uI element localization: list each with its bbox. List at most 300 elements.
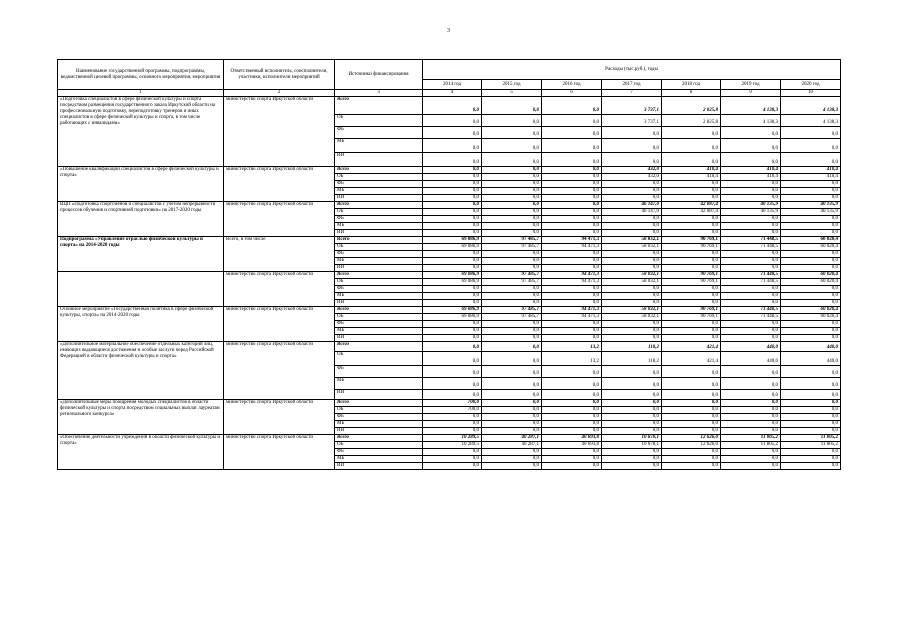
amount-cell: 71 448,5 [721,244,781,251]
activity-name: ВЦП «Подготовка спортсменов и специалистов с учетом непрерывности процессов обучения и спортивной подготовки» на 2017-2020 годы [58,202,224,237]
amount-cell: 97 485,7 [482,279,542,286]
amount-cell: 0,0 [781,335,841,342]
amount-cell: 0,0 [542,400,602,407]
amount-cell: 0,0 [662,300,721,307]
amount-cell: 71 448,5 [721,279,781,286]
amount-cell: 0,0 [423,97,482,115]
amount-cell: 0,0 [602,321,662,328]
amount-cell: 60 020,4 [781,307,841,314]
amount-cell: 0,0 [662,139,721,153]
amount-cell: 0,0 [781,286,841,293]
amount-cell: 58 032,1 [602,307,662,314]
amount-cell: 0,0 [482,97,542,115]
amount-cell: 421,4 [662,352,721,366]
amount-cell: 0,0 [602,188,662,195]
amount-cell: 0,0 [542,449,602,456]
amount-cell: 0,0 [482,421,542,428]
amount-cell: 0,0 [423,188,482,195]
amount-cell: 0,0 [602,195,662,202]
amount-cell: 0,0 [482,216,542,223]
executor: министерство спорта Иркутской области [224,342,335,400]
amount-cell: 69 086,9 [423,244,482,251]
amount-cell: 13,2 [542,342,602,352]
amount-cell: 0,0 [721,181,781,188]
amount-cell: 0,0 [781,216,841,223]
amount-cell: 0,0 [423,456,482,463]
amount-cell: 0,0 [721,265,781,272]
amount-cell: 0,0 [423,174,482,181]
table-row [58,272,841,279]
header-col-number: 3 [335,90,423,97]
amount-cell: 60 020,4 [781,237,841,244]
amount-cell: 3 737,1 [602,115,662,127]
amount-cell: 0,0 [542,335,602,342]
amount-cell: 10 289,5 [423,442,482,449]
amount-cell: 0,0 [721,366,781,378]
amount-cell: 0,0 [662,230,721,237]
amount-cell: 11 805,2 [781,435,841,442]
funding-source: Всего [335,342,423,352]
activity-name: «Подготовка специалистов в сфере физической культуры и спорта посредством размещения государственного заказа Иркутской области на профессиональную подготовку, переподготовку тренеров и иных специалистов в сфере физической культуры и спорта, в том числе работающих с инвалидами» [58,97,224,167]
amount-cell: 0,0 [482,400,542,407]
amount-cell: 0,0 [602,407,662,414]
amount-cell: 0,0 [721,456,781,463]
amount-cell: 60 020,4 [781,244,841,251]
amount-cell: 3 737,1 [602,97,662,115]
amount-cell: 0,0 [542,127,602,139]
amount-cell: 0,0 [662,366,721,378]
amount-cell: 0,0 [721,378,781,390]
amount-cell: 0,0 [721,390,781,400]
activity-name: Основное мероприятие «Государственная политика в сфере физической культуры, спорта» на 2014-2020 годы [58,307,224,342]
amount-cell: 0,0 [781,449,841,456]
amount-cell: 0,0 [781,139,841,153]
amount-cell: 0,0 [482,167,542,174]
header-sources: Источники финансирования [335,60,423,90]
funding-source: ОБ [335,352,423,366]
amount-cell: 0,0 [423,286,482,293]
amount-cell: 0,0 [662,449,721,456]
amount-cell: 0,0 [542,216,602,223]
amount-cell: 0,0 [423,352,482,366]
amount-cell: 0,0 [662,251,721,258]
amount-cell: 0,0 [602,428,662,435]
amount-cell: 0,0 [542,258,602,265]
amount-cell: 0,0 [542,209,602,216]
amount-cell: 700,0 [423,400,482,407]
amount-cell: 0,0 [482,209,542,216]
amount-cell: 0,0 [542,463,602,470]
header-col-number: 4 [423,90,482,97]
amount-cell: 0,0 [721,223,781,230]
amount-cell: 0,0 [423,300,482,307]
executor: министерство спорта Иркутской области [224,97,335,167]
header-executor: Ответственный исполнитель, соисполнители, участники, исполнители мероприятий [224,60,335,90]
amount-cell: 0,0 [542,328,602,335]
header-year: 2019 год [721,80,781,90]
amount-cell: 0,0 [662,153,721,167]
amount-cell: 0,0 [721,139,781,153]
header-col-number: 9 [721,90,781,97]
amount-cell: 46 147,0 [602,209,662,216]
amount-cell: 0,0 [542,378,602,390]
funding-source: ФБ [335,366,423,378]
amount-cell: 58 032,1 [602,272,662,279]
funding-source: ОБ [335,314,423,321]
amount-cell: 2 825,8 [662,97,721,115]
funding-source: ФБ [335,449,423,456]
amount-cell: 0,0 [602,127,662,139]
amount-cell: 0,0 [781,328,841,335]
amount-cell: 410,4 [721,167,781,174]
executor: министерство спорта Иркутской области [224,435,335,470]
amount-cell: 0,0 [781,153,841,167]
amount-cell: 0,0 [721,414,781,421]
table-row [58,342,841,352]
amount-cell: 0,0 [602,449,662,456]
funding-source: ФБ [335,414,423,421]
funding-source: Всего [335,307,423,314]
amount-cell: 0,0 [662,400,721,407]
activity-name: «Обеспечение деятельности учреждений в области физической культуры и спорта» [58,435,224,470]
amount-cell: 0,0 [781,300,841,307]
amount-cell: 71 448,5 [721,237,781,244]
amount-cell: 0,0 [602,258,662,265]
amount-cell: 0,0 [602,223,662,230]
amount-cell: 0,0 [781,366,841,378]
amount-cell: 94 471,3 [542,307,602,314]
amount-cell: 60 020,4 [781,279,841,286]
amount-cell: 0,0 [721,127,781,139]
amount-cell: 0,0 [721,286,781,293]
amount-cell: 90 769,1 [662,279,721,286]
amount-cell: 0,0 [602,335,662,342]
funding-source: ИИ [335,428,423,435]
amount-cell: 0,0 [423,115,482,127]
amount-cell: 2 825,8 [662,115,721,127]
amount-cell: 0,0 [542,167,602,174]
funding-source: МБ [335,258,423,265]
amount-cell: 0,0 [602,153,662,167]
amount-cell: 58 032,1 [602,237,662,244]
funding-source: МБ [335,188,423,195]
funding-source: МБ [335,223,423,230]
funding-source: ОБ [335,174,423,181]
funding-source: ФБ [335,181,423,188]
amount-cell: 0,0 [542,251,602,258]
amount-cell: 0,0 [781,188,841,195]
amount-cell: 0,0 [721,258,781,265]
amount-cell: 0,0 [662,216,721,223]
amount-cell: 0,0 [482,174,542,181]
amount-cell: 0,0 [662,421,721,428]
header-col-number: 2 [224,90,335,97]
amount-cell: 0,0 [542,293,602,300]
amount-cell: 0,0 [482,414,542,421]
amount-cell: 0,0 [423,230,482,237]
amount-cell: 40 693,8 [542,442,602,449]
amount-cell: 0,0 [721,195,781,202]
amount-cell: 0,0 [781,378,841,390]
amount-cell: 0,0 [721,428,781,435]
amount-cell: 12 626,0 [662,442,721,449]
amount-cell: 0,0 [602,414,662,421]
amount-cell: 0,0 [721,328,781,335]
amount-cell: 0,0 [542,366,602,378]
amount-cell: 0,0 [662,127,721,139]
amount-cell: 432,0 [602,167,662,174]
activity-name [58,272,224,307]
amount-cell: 4 138,3 [781,97,841,115]
amount-cell: 0,0 [482,293,542,300]
amount-cell: 40 135,9 [721,209,781,216]
amount-cell: 0,0 [721,251,781,258]
amount-cell: 0,0 [423,251,482,258]
budget-table [57,59,841,470]
amount-cell: 0,0 [542,265,602,272]
amount-cell: 410,4 [721,174,781,181]
amount-cell: 46 147,0 [602,202,662,209]
amount-cell: 0,0 [721,400,781,407]
amount-cell: 69 086,9 [423,272,482,279]
amount-cell: 0,0 [662,188,721,195]
funding-source: МБ [335,378,423,390]
amount-cell: 0,0 [662,265,721,272]
funding-source: ИИ [335,153,423,167]
amount-cell: 421,4 [662,342,721,352]
funding-source: МБ [335,139,423,153]
header-year: 2016 год [542,80,602,90]
amount-cell: 0,0 [542,421,602,428]
funding-source: ФБ [335,251,423,258]
amount-cell: 0,0 [482,286,542,293]
amount-cell: 0,0 [542,300,602,307]
amount-cell: 71 448,5 [721,314,781,321]
amount-cell: 440,0 [781,352,841,366]
amount-cell: 0,0 [602,251,662,258]
amount-cell: 0,0 [721,449,781,456]
header-col-number: 1 [58,90,224,97]
amount-cell: 71 448,5 [721,307,781,314]
amount-cell: 0,0 [482,456,542,463]
funding-source: ИИ [335,265,423,272]
amount-cell: 700,0 [423,407,482,414]
amount-cell: 0,0 [423,265,482,272]
amount-cell: 0,0 [482,407,542,414]
amount-cell: 69 086,9 [423,279,482,286]
amount-cell: 0,0 [542,230,602,237]
amount-cell: 0,0 [721,463,781,470]
amount-cell: 0,0 [423,258,482,265]
amount-cell: 0,0 [662,414,721,421]
amount-cell: 0,0 [781,195,841,202]
table-row [58,97,841,115]
amount-cell: 0,0 [423,378,482,390]
amount-cell: 0,0 [482,321,542,328]
amount-cell: 97 485,7 [482,272,542,279]
amount-cell: 0,0 [662,378,721,390]
amount-cell: 0,0 [721,216,781,223]
amount-cell: 0,0 [482,139,542,153]
amount-cell: 0,0 [542,195,602,202]
funding-source: Всего [335,202,423,209]
amount-cell: 0,0 [662,195,721,202]
amount-cell: 0,0 [423,209,482,216]
amount-cell: 94 471,3 [542,244,602,251]
amount-cell: 42 087,4 [662,209,721,216]
amount-cell: 13,2 [542,352,602,366]
activity-name: «Дополнительное материальное обеспечение отдельных категорий лиц, имеющих выдающиеся достижения и особые заслуги перед Российской Федерацией в области физической культуры и спорта» [58,342,224,400]
header-expenses-group: Расходы (тыс.руб.), годы [423,60,841,80]
amount-cell: 0,0 [781,251,841,258]
amount-cell: 0,0 [542,188,602,195]
amount-cell: 0,0 [602,139,662,153]
amount-cell: 0,0 [482,300,542,307]
amount-cell: 4 138,3 [721,115,781,127]
funding-source: Всего [335,400,423,407]
funding-source: Всего [335,237,423,244]
amount-cell: 58 032,1 [602,279,662,286]
amount-cell: 0,0 [662,456,721,463]
activity-name: «Дополнительные меры поощрения молодых специалистов в области физической культуры и спорта посредством социальных выплат лауреатам регионального конкурса» [58,400,224,435]
amount-cell: 0,0 [721,230,781,237]
executor: министерство спорта Иркутской области [224,167,335,202]
funding-source: ОБ [335,279,423,286]
amount-cell: 69 086,9 [423,237,482,244]
header-year: 2015 год [482,80,542,90]
amount-cell: 0,0 [721,293,781,300]
amount-cell: 0,0 [542,414,602,421]
amount-cell: 0,0 [423,449,482,456]
funding-source: Всего [335,97,423,115]
amount-cell: 0,0 [482,127,542,139]
amount-cell: 0,0 [482,195,542,202]
amount-cell: 94 471,3 [542,314,602,321]
amount-cell: 0,0 [662,181,721,188]
amount-cell: 40 287,1 [482,435,542,442]
amount-cell: 90 769,1 [662,237,721,244]
amount-cell: 0,0 [602,378,662,390]
amount-cell: 0,0 [423,181,482,188]
amount-cell: 0,0 [542,97,602,115]
amount-cell: 410,4 [662,167,721,174]
amount-cell: 440,0 [781,342,841,352]
amount-cell: 90 769,1 [662,244,721,251]
amount-cell: 0,0 [781,428,841,435]
table-row [58,167,841,174]
amount-cell: 0,0 [602,400,662,407]
header-col-number: 5 [482,90,542,97]
executor: министерство спорта Иркутской области [224,307,335,342]
amount-cell: 0,0 [482,352,542,366]
amount-cell: 0,0 [781,400,841,407]
amount-cell: 0,0 [423,216,482,223]
funding-source: Всего [335,435,423,442]
amount-cell: 94 471,3 [542,272,602,279]
amount-cell: 0,0 [542,174,602,181]
amount-cell: 0,0 [781,321,841,328]
header-col-number: 8 [662,90,721,97]
funding-source: ОБ [335,407,423,414]
amount-cell: 0,0 [542,115,602,127]
header-col-number: 10 [781,90,841,97]
table-row [58,435,841,442]
amount-cell: 0,0 [423,342,482,352]
executor: Всего, в том числе [224,237,335,272]
amount-cell: 0,0 [662,286,721,293]
amount-cell: 0,0 [482,202,542,209]
amount-cell: 40 135,9 [721,202,781,209]
amount-cell: 0,0 [482,265,542,272]
header-year: 2018 год [662,80,721,90]
amount-cell: 118,2 [602,352,662,366]
amount-cell: 0,0 [721,153,781,167]
amount-cell: 0,0 [602,230,662,237]
amount-cell: 0,0 [721,407,781,414]
amount-cell: 0,0 [721,300,781,307]
header-name: Наименование государственной программы, подпрограммы, ведомственной целевой программы, основного мероприятия, мероприятия [58,60,224,90]
amount-cell: 0,0 [602,328,662,335]
amount-cell: 0,0 [542,153,602,167]
amount-cell: 0,0 [662,463,721,470]
amount-cell: 0,0 [423,366,482,378]
amount-cell: 0,0 [602,390,662,400]
amount-cell: 4 138,3 [781,115,841,127]
amount-cell: 0,0 [542,456,602,463]
header-col-number: 6 [542,90,602,97]
amount-cell: 0,0 [781,258,841,265]
amount-cell: 4 138,3 [721,97,781,115]
amount-cell: 90 769,1 [662,272,721,279]
amount-cell: 0,0 [423,167,482,174]
amount-cell: 0,0 [602,265,662,272]
amount-cell: 0,0 [602,366,662,378]
funding-source: МБ [335,293,423,300]
funding-source: МБ [335,456,423,463]
amount-cell: 0,0 [482,378,542,390]
amount-cell: 90 769,1 [662,314,721,321]
activity-name: «Повышение квалификации специалистов в сфере физической культуры и спорта» [58,167,224,202]
funding-source: ИИ [335,463,423,470]
amount-cell: 0,0 [482,258,542,265]
amount-cell: 60 020,4 [781,272,841,279]
amount-cell: 0,0 [662,321,721,328]
amount-cell: 40 693,8 [542,435,602,442]
funding-source: ФБ [335,321,423,328]
amount-cell: 0,0 [423,321,482,328]
amount-cell: 0,0 [423,139,482,153]
amount-cell: 0,0 [482,390,542,400]
funding-source: МБ [335,328,423,335]
amount-cell: 0,0 [423,202,482,209]
amount-cell: 0,0 [662,428,721,435]
amount-cell: 11 805,2 [721,435,781,442]
amount-cell: 0,0 [423,463,482,470]
header-year: 2020 год [781,80,841,90]
amount-cell: 58 032,1 [602,314,662,321]
amount-cell: 0,0 [423,195,482,202]
funding-source: Всего [335,272,423,279]
funding-source: ФБ [335,286,423,293]
amount-cell: 0,0 [482,449,542,456]
amount-cell: 0,0 [602,456,662,463]
amount-cell: 0,0 [602,216,662,223]
executor: министерство спорта Иркутской области [224,272,335,307]
amount-cell: 0,0 [482,342,542,352]
amount-cell: 0,0 [482,428,542,435]
amount-cell: 0,0 [482,328,542,335]
amount-cell: 0,0 [482,251,542,258]
